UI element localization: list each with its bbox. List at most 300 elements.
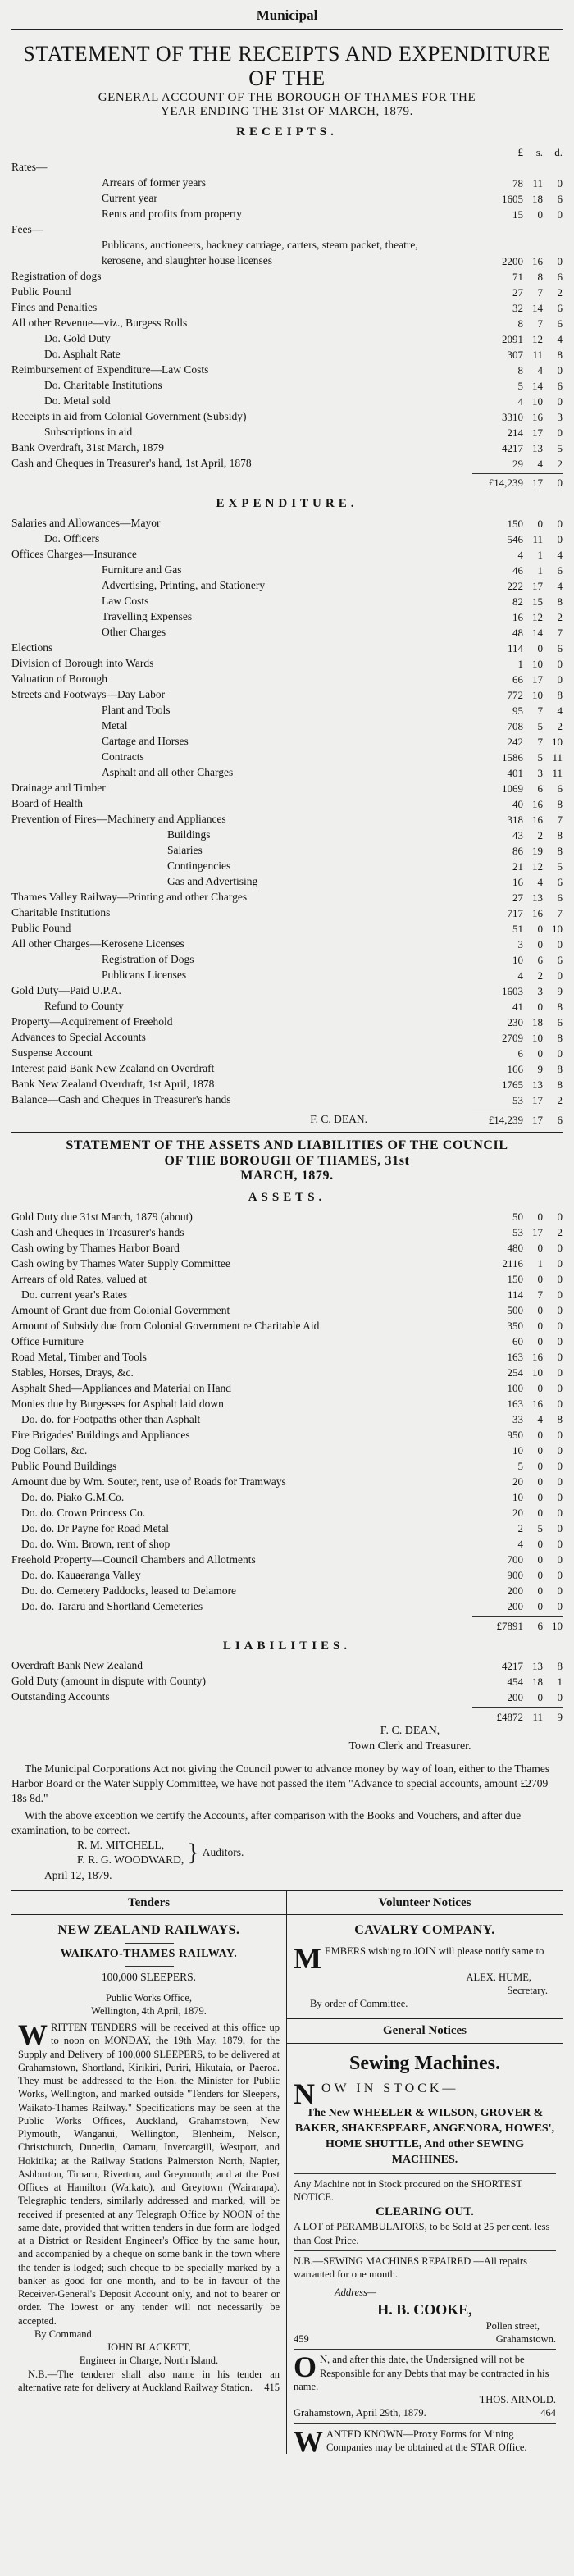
account-row <box>11 920 563 936</box>
auditor-2: F. R. G. WOODWARD, <box>77 1853 184 1867</box>
account-row <box>11 424 563 440</box>
account-row <box>11 1334 563 1349</box>
account-row <box>11 237 563 253</box>
account-row-pence: 0 <box>557 363 563 376</box>
sewing-address-label: Address— <box>335 2286 376 2299</box>
account-row-label: Gold Duty (amount in dispute with County) <box>11 1675 206 1688</box>
account-row-shillings: 13 <box>532 1078 543 1091</box>
account-row <box>11 1458 563 1474</box>
account-row-label: Fines and Penalties <box>11 301 98 314</box>
account-row-pounds: 4217 <box>502 1660 523 1673</box>
debts-block <box>294 2349 556 2393</box>
account-row-pence: 4 <box>557 548 563 561</box>
account-row-pence: 8 <box>557 797 563 810</box>
account-row <box>11 1014 563 1029</box>
tender-ref: 415 <box>264 2381 280 2393</box>
account-row-pounds: 66 <box>512 672 523 686</box>
account-row <box>11 1427 563 1443</box>
account-row-label: Interest paid Bank New Zealand on Overdraft <box>11 1062 215 1075</box>
account-row-shillings: 7 <box>537 317 543 330</box>
account-row-pounds: 200 <box>507 1584 523 1598</box>
volunteer-body: EMBERS wishing to JOIN will please notify same to <box>324 1945 544 1957</box>
account-row-shillings: 13 <box>532 891 543 904</box>
expenditure-total <box>11 1110 563 1127</box>
account-row-shillings: 16 <box>532 1351 543 1364</box>
account-row-shillings: 0 <box>537 1320 543 1333</box>
account-row <box>11 811 563 827</box>
account-row-shillings: 10 <box>532 1031 543 1044</box>
sewing-any-machine: Any Machine not in Stock procured on the SHORTEST NOTICE. <box>294 2173 556 2204</box>
account-row-pence: 5 <box>557 441 563 454</box>
account-row <box>11 315 563 331</box>
account-row-label: Do. Gold Duty <box>44 332 111 345</box>
account-row-label: Buildings <box>167 828 211 841</box>
account-row-pence: 10 <box>552 735 563 748</box>
debts-text: N, and after this date, the Undersigned will not be Responsible for any Debts that may be contracted in his name. <box>294 2354 549 2392</box>
account-row-shillings: 11 <box>532 176 543 189</box>
general-notices <box>287 2018 563 2458</box>
pence-header: d. <box>554 145 563 158</box>
account-row-pence: 0 <box>557 1304 563 1317</box>
volunteer-dropcap: M <box>294 1941 321 1975</box>
account-row-label: Road Metal, Timber and Tools <box>11 1350 147 1363</box>
account-row <box>11 1302 563 1318</box>
account-row-pence: 6 <box>557 875 563 888</box>
account-row-label: Publicans, auctioneers, hackney carriage, carters, steam packet, theatre, <box>102 239 418 252</box>
account-row-label: Suspense Account <box>11 1046 93 1060</box>
account-row <box>11 936 563 951</box>
auditor-note-2: With the above exception we certify the Accounts, after comparison with the Books and Vouchers, and after due examination, to be correct. <box>11 1808 522 1836</box>
account-row-pounds: 3310 <box>502 410 523 423</box>
account-row-pounds: 950 <box>507 1429 523 1442</box>
account-row-label: Registration of dogs <box>11 270 102 283</box>
account-row <box>11 362 563 377</box>
liabilities-heading: LIABILITIES. <box>222 1639 352 1653</box>
account-row-pounds: 1603 <box>502 984 523 997</box>
account-row-shillings <box>523 159 543 175</box>
account-row-pounds: 900 <box>507 1569 523 1582</box>
account-row-pence: 0 <box>557 1242 563 1255</box>
account-row-label: Cash and Cheques in Treasurer's hands <box>11 1225 184 1238</box>
account-row <box>11 1536 563 1552</box>
account-row-label: Arrears of old Rates, valued at <box>11 1272 147 1285</box>
tender-by-command: By Command. <box>34 2328 94 2340</box>
account-row-pounds: 222 <box>507 579 523 592</box>
account-row-pounds: 230 <box>507 1015 523 1028</box>
account-row-pounds: 95 <box>512 704 523 717</box>
sewing-cooke-town-row <box>294 2332 556 2346</box>
liabilities-signed: F. C. DEAN, <box>380 1725 440 1738</box>
account-row-pounds: 1586 <box>502 750 523 764</box>
account-row-pence: 8 <box>557 595 563 608</box>
account-row-pounds: 114 <box>507 641 523 654</box>
account-row-pence: 6 <box>557 563 563 577</box>
account-row-pounds <box>494 237 523 253</box>
account-row <box>11 1318 563 1334</box>
account-row <box>11 1443 563 1458</box>
account-row-pence: 5 <box>557 859 563 873</box>
account-row-label: Prevention of Fires—Machinery and Appliances <box>11 813 226 826</box>
account-row <box>11 1365 563 1380</box>
account-row-label: Amount due by Wm. Souter, rent, use of Roads for Tramways <box>11 1475 286 1488</box>
account-row-shillings: 7 <box>537 1288 543 1302</box>
account-row-pence: 0 <box>557 1382 563 1395</box>
account-row-pence: 0 <box>557 254 563 267</box>
account-row-pounds: 2 <box>517 1522 523 1535</box>
account-row-pence: 0 <box>557 1691 563 1704</box>
account-row-shillings: 4 <box>537 875 543 888</box>
account-row-label: Do. do. Cemetery Paddocks, leased to Delamore <box>21 1584 237 1597</box>
account-row-label: Arrears of former years <box>102 176 207 189</box>
account-row-shillings: 2 <box>537 969 543 982</box>
account-row-shillings: 0 <box>537 1382 543 1395</box>
account-row-pounds: 48 <box>512 626 523 639</box>
account-row-label: Do. do. Dr Payne for Road Metal <box>21 1521 169 1534</box>
account-row-shillings: 16 <box>532 254 543 267</box>
expenditure-total-pence: 6 <box>557 1113 563 1126</box>
account-row <box>11 1029 563 1045</box>
account-row-shillings: 16 <box>532 813 543 826</box>
account-row-shillings: 18 <box>532 192 543 205</box>
notices-columns <box>11 1890 563 2458</box>
account-row-pounds: 546 <box>507 532 523 545</box>
account-row <box>11 159 563 175</box>
expenditure-signed: F. C. DEAN. <box>310 1113 367 1126</box>
account-row <box>11 1521 563 1536</box>
account-row <box>11 190 563 206</box>
statement-title-line3: YEAR ENDING THE 31st OF MARCH, 1879. <box>161 104 413 118</box>
account-row-pence: 0 <box>557 1444 563 1457</box>
account-row <box>11 1224 563 1240</box>
account-row-pence: 4 <box>557 704 563 717</box>
account-row-label: Publicans Licenses <box>102 969 187 982</box>
account-row-pounds: 41 <box>512 1000 523 1013</box>
account-row <box>11 1060 563 1076</box>
account-row-label: Current year <box>102 192 157 205</box>
account-row-pence: 1 <box>557 1676 563 1689</box>
account-row-label: Drainage and Timber <box>11 782 106 795</box>
account-row-pounds: 46 <box>512 563 523 577</box>
account-row-pence: 8 <box>557 1413 563 1426</box>
account-row-pounds: 51 <box>512 922 523 935</box>
account-row-shillings: 3 <box>537 766 543 779</box>
account-row-pounds: 214 <box>507 426 523 439</box>
account-row-shillings: 0 <box>537 1304 543 1317</box>
sewing-cooke-street: Pollen street, <box>485 2319 540 2332</box>
tenders-heading: Tenders <box>11 1891 286 1915</box>
account-row <box>11 546 563 562</box>
account-row <box>11 515 563 531</box>
account-row <box>11 377 563 393</box>
account-row-shillings: 14 <box>532 626 543 639</box>
account-row <box>11 593 563 609</box>
account-row <box>11 1689 563 1705</box>
tender-office: Public Works Office, <box>105 1991 193 2004</box>
account-row-pounds: 307 <box>507 348 523 361</box>
account-row-label: Cash owing by Thames Water Supply Committee <box>11 1256 230 1270</box>
account-row <box>11 951 563 967</box>
account-row-shillings: 7 <box>537 704 543 717</box>
account-row-shillings: 16 <box>532 410 543 423</box>
account-row-pence: 0 <box>557 517 563 530</box>
sewing-clearing: CLEARING OUT. <box>376 2205 474 2219</box>
account-row-pence: 0 <box>557 1288 563 1302</box>
account-row <box>11 1598 563 1614</box>
account-row-label: Do. do. Tararu and Shortland Cemeteries <box>21 1599 203 1612</box>
account-row-pounds: 1765 <box>502 1078 523 1091</box>
account-row-pence: 8 <box>557 844 563 857</box>
expenditure-heading: EXPENDITURE. <box>216 497 358 511</box>
account-row-label: Do. current year's Rates <box>21 1288 128 1301</box>
debts-signer: THOS. ARNOLD. <box>479 2394 556 2406</box>
account-row-pounds: 10 <box>512 1491 523 1504</box>
account-row-pounds: 2709 <box>502 1031 523 1044</box>
account-row-pence: 0 <box>557 1320 563 1333</box>
volunteer-role: Secretary. <box>507 1984 548 1996</box>
account-row-pence: 0 <box>557 1210 563 1224</box>
account-row-pounds: 3 <box>517 937 523 951</box>
account-row-label: Division of Borough into Wards <box>11 657 154 670</box>
account-row <box>11 1489 563 1505</box>
account-row-pence: 0 <box>557 1507 563 1520</box>
account-row-pence: 0 <box>557 176 563 189</box>
account-row-pence: 8 <box>557 1000 563 1013</box>
account-row-pounds: 5 <box>517 1460 523 1473</box>
account-row-shillings: 7 <box>537 285 543 299</box>
account-row-label: Gold Duty due 31st March, 1879 (about) <box>11 1210 193 1223</box>
account-row-pounds: 1 <box>517 657 523 670</box>
account-row-pence: 6 <box>557 270 563 283</box>
account-row-shillings: 0 <box>537 1242 543 1255</box>
account-row-label: Balance—Cash and Cheques in Treasurer's hands <box>11 1093 231 1106</box>
tender-rule <box>125 1943 174 1944</box>
account-row-label: Do. do. Wm. Brown, rent of shop <box>21 1537 171 1550</box>
account-row-label: Amount of Subsidy due from Colonial Government re Charitable Aid <box>11 1319 320 1332</box>
account-row-pounds: 4 <box>517 394 523 408</box>
assets-title-line2: OF THE BOROUGH OF THAMES, 31st <box>164 1153 410 1168</box>
brace-glyph: } <box>187 1839 199 1867</box>
account-row <box>11 1658 563 1674</box>
account-row-label: Asphalt Shed—Appliances and Material on Hand <box>11 1381 232 1394</box>
account-row-pounds: 350 <box>507 1320 523 1333</box>
sewing-cooke-ref: 459 <box>294 2333 309 2346</box>
account-row-label: Office Furniture <box>11 1334 84 1347</box>
account-row-label: Do. do. Crown Princess Co. <box>21 1506 146 1519</box>
account-row-shillings <box>523 221 543 237</box>
account-row-label: Furniture and Gas <box>102 563 182 577</box>
account-row-pounds: 29 <box>512 457 523 470</box>
account-row <box>11 1505 563 1521</box>
account-row-shillings: 0 <box>537 1491 543 1504</box>
account-row-shillings: 0 <box>537 1335 543 1348</box>
account-row-pence: 0 <box>557 1600 563 1613</box>
general-heading: General Notices <box>287 2019 563 2043</box>
account-row <box>11 1287 563 1302</box>
account-row-shillings: 4 <box>537 1413 543 1426</box>
account-row-shillings: 6 <box>537 782 543 795</box>
account-row-pence: 8 <box>557 828 563 841</box>
account-row <box>11 253 563 268</box>
account-row-pence: 6 <box>557 891 563 904</box>
account-row-pounds: 500 <box>507 1304 523 1317</box>
account-row-label: Bank New Zealand Overdraft, 1st April, 1878 <box>11 1078 215 1091</box>
receipts-total-pence: 0 <box>557 476 563 490</box>
sewing-title: Sewing Machines. <box>348 2052 500 2074</box>
account-row-label: Rates— <box>11 161 48 174</box>
account-row-label: Do. Officers <box>44 532 100 545</box>
account-row-pounds: 4 <box>517 969 523 982</box>
auditors-block <box>44 1838 563 1883</box>
account-row-pounds: 8 <box>517 317 523 330</box>
account-row <box>11 967 563 983</box>
account-row-shillings: 18 <box>532 1015 543 1028</box>
account-row-shillings: 10 <box>532 394 543 408</box>
account-row-pounds: 82 <box>512 595 523 608</box>
account-row-pounds: 1069 <box>502 782 523 795</box>
account-row-pence: 4 <box>557 579 563 592</box>
assets-title <box>11 1138 563 1183</box>
account-row-pence: 6 <box>557 1015 563 1028</box>
account-row-shillings: 0 <box>537 937 543 951</box>
account-row-shillings: 18 <box>532 1676 543 1689</box>
account-row <box>11 749 563 764</box>
account-row-label: Freehold Property—Council Chambers and Allotments <box>11 1552 256 1566</box>
tender-signer: JOHN BLACKETT, <box>107 2341 191 2354</box>
account-row-pounds: 242 <box>507 735 523 748</box>
account-row-shillings: 17 <box>532 672 543 686</box>
account-row-pounds: 50 <box>512 1210 523 1224</box>
account-row-pounds: 53 <box>512 1093 523 1106</box>
account-row-shillings: 14 <box>532 301 543 314</box>
account-row-label: Plant and Tools <box>102 704 171 717</box>
account-row <box>11 1474 563 1489</box>
account-row-pence: 0 <box>557 937 563 951</box>
sewing-perambulators: A LOT of PERAMBULATORS, to be Sold at 25 per cent. less than Cost Price. <box>294 2221 550 2246</box>
account-row-pence: 7 <box>557 626 563 639</box>
account-row-shillings: 0 <box>537 1475 543 1489</box>
account-row <box>11 1240 563 1256</box>
account-row <box>11 702 563 718</box>
account-row <box>11 1674 563 1689</box>
account-row <box>11 609 563 624</box>
account-row-shillings: 0 <box>537 1538 543 1551</box>
volunteer-order: By order of Committee. <box>310 1998 408 2010</box>
account-row-pounds: 43 <box>512 828 523 841</box>
account-row-pounds: 480 <box>507 1242 523 1255</box>
account-row <box>11 1076 563 1092</box>
auditor-note-1: The Municipal Corporations Act not giving the Council power to advance money by way of loan, either to the Thames Harbor Board or the Water Supply Committee, we have not passed the item "Advance to special accounts, amount £2709 18s 8d." <box>11 1762 550 1805</box>
account-row-pence: 6 <box>557 301 563 314</box>
account-row-pounds: 200 <box>507 1600 523 1613</box>
account-row-pounds: 200 <box>507 1691 523 1704</box>
assets-total <box>11 1617 563 1634</box>
account-row-shillings: 0 <box>537 207 543 221</box>
account-row-pounds: 21 <box>512 859 523 873</box>
account-row <box>11 686 563 702</box>
account-row-label: Board of Health <box>11 797 83 810</box>
account-row-label: Subscriptions in aid <box>44 426 133 439</box>
account-row-shillings: 11 <box>532 532 543 545</box>
receipts-table <box>11 159 563 471</box>
statement-title-line1: STATEMENT OF THE RECEIPTS AND EXPENDITURE OF THE <box>23 41 551 90</box>
account-row-pounds: 401 <box>507 766 523 779</box>
account-row <box>11 983 563 998</box>
account-row-shillings: 16 <box>532 797 543 810</box>
account-row-shillings: 0 <box>537 1046 543 1060</box>
account-row-pounds: 27 <box>512 891 523 904</box>
account-row-shillings: 0 <box>537 1507 543 1520</box>
account-row-label: Receipts in aid from Colonial Government (Subsidy) <box>11 410 247 423</box>
account-row-pounds: 16 <box>512 610 523 623</box>
account-row-pounds <box>494 159 523 175</box>
account-row-shillings: 5 <box>537 719 543 732</box>
account-row-shillings: 4 <box>537 457 543 470</box>
account-row-pounds: 20 <box>512 1507 523 1520</box>
account-row-label: Stables, Horses, Drays, &c. <box>11 1366 134 1379</box>
liabilities-total <box>11 1708 563 1725</box>
account-row-shillings: 10 <box>532 1366 543 1379</box>
account-row-label: Amount of Grant due from Colonial Government <box>11 1303 230 1316</box>
account-row <box>11 1045 563 1060</box>
account-row-shillings: 5 <box>537 1522 543 1535</box>
account-row-shillings: 7 <box>537 735 543 748</box>
debts-dropcap: O <box>294 2350 317 2384</box>
account-row <box>11 718 563 733</box>
account-row-pounds: 1605 <box>502 192 523 205</box>
account-row-pounds: 4 <box>517 548 523 561</box>
account-row-pounds: 10 <box>512 953 523 966</box>
account-row-pence: 8 <box>557 348 563 361</box>
shillings-header: s. <box>535 145 543 158</box>
account-row-pence: 0 <box>557 1351 563 1364</box>
account-row-shillings: 0 <box>537 1210 543 1224</box>
account-row <box>11 764 563 780</box>
account-row <box>11 562 563 577</box>
account-row <box>11 1349 563 1365</box>
account-row-pounds: 5 <box>517 379 523 392</box>
account-row <box>11 1411 563 1427</box>
account-row-pence: 0 <box>557 672 563 686</box>
account-row-pence: 0 <box>557 1522 563 1535</box>
account-row-shillings: 0 <box>537 1273 543 1286</box>
account-row-pounds: 114 <box>507 1288 523 1302</box>
account-row-pence: 0 <box>557 532 563 545</box>
account-row-label: Contracts <box>102 750 144 764</box>
account-row-pence: 8 <box>557 1031 563 1044</box>
account-row-pounds: 150 <box>507 1273 523 1286</box>
volunteer-heading: Volunteer Notices <box>287 1891 563 1915</box>
account-row <box>11 905 563 920</box>
account-row-pence: 2 <box>557 457 563 470</box>
account-row-pence: 0 <box>557 1460 563 1473</box>
account-row-pence: 8 <box>557 1660 563 1673</box>
account-row <box>11 640 563 655</box>
account-row-label: Salaries <box>167 844 203 857</box>
account-row-pence: 0 <box>557 1366 563 1379</box>
account-row-label: All other Revenue—viz., Burgess Rolls <box>11 317 188 330</box>
assets-total-pence: 10 <box>552 1619 563 1632</box>
tender-body: RITTEN TENDERS will be received at this office up to noon on MONDAY, the 19th May, 1879, for the Supply and Delivery of 100,000 SLEEPERS, to be delivered at Grahamstown, Shortland, Kirikiri, Puriri, Hikutaia, or Paeroa. They must be addressed to the Hon. the Minister for Public Works, Wellington, and marked outside "Tenders for Sleepers, Waikato-Thames Railway." Specifications may be seen at the Public Works Offices, Auckland, Grahamstown, New Plymouth, Wanganui, Wellington, Blenheim, Nelson, Christchurch, Dunedin, Oamaru, Invercargill, Westport, and Hokitika; at the Railway Stations Palmerston North, Napier, Ashburton, Timaru, Riverton, and Greymouth; and at the Post Offices at Hamilton (Waikato), and Greytown (Wairarapa). Telegraphic tenders, similarly addressed and marked, will be received if presented at any Telegraph Office by NOON of the same date, provided that written tenders in due form are lodged at a District or Resident Engineer's Office by the same hour, and accompanied by a cheque on some bank in the town where the tender is lodged; such cheque to be specially marked by a banker as good for one month, and to be in favour of the Receiver-General's Deposit Account only, and not to bearer or order. The lowest or any tender will not necessarily be accepted. <box>18 2022 280 2327</box>
account-row-label: Cash and Cheques in Treasurer's hand, 1st April, 1878 <box>11 457 252 470</box>
account-row-shillings: 0 <box>537 1553 543 1566</box>
account-row <box>11 577 563 593</box>
account-row-shillings: 0 <box>537 1600 543 1613</box>
account-row-pence: 0 <box>557 657 563 670</box>
volunteer-body-block <box>294 1941 556 1975</box>
debts-date-row <box>294 2406 556 2419</box>
account-row-shillings: 0 <box>537 1444 543 1457</box>
account-row-label: Cartage and Horses <box>102 735 189 748</box>
